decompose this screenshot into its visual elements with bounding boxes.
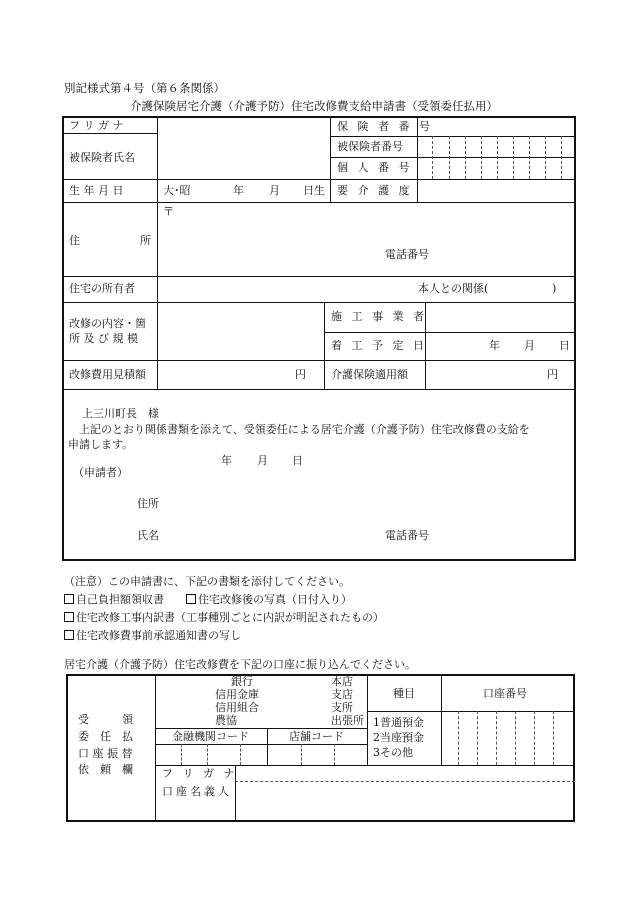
insurer-number-label: 保 険 者 番 号 xyxy=(337,120,433,133)
address-label-2: 所 xyxy=(140,234,151,247)
repair-content-label-2: 所 及 び 規 模 xyxy=(69,332,138,345)
inst-type-bank: 銀行 xyxy=(231,675,253,688)
branch-type-outlet: 出張所 xyxy=(331,714,364,727)
deposit-type-2: 2当座預金 xyxy=(373,731,424,744)
dob-day: 日生 xyxy=(303,184,325,197)
branch-code-label: 店舗コード xyxy=(289,730,344,743)
furigana-label: フ リ ガ ナ xyxy=(69,119,124,132)
form-reference: 別記様式第４号（第６条関係） xyxy=(64,81,225,95)
checkbox-icon xyxy=(186,594,196,604)
applicant-name-label: 氏名 xyxy=(137,529,159,542)
dob-label: 生 年 月 日 xyxy=(69,184,124,197)
note-approval: 住宅改修費事前承認通知書の写し xyxy=(64,630,241,641)
deposit-type-1: 1普通預金 xyxy=(373,716,424,729)
start-year: 年 xyxy=(489,339,500,352)
bank-side-label-2: 委 任 払 xyxy=(78,730,133,743)
address-label: 住 xyxy=(69,234,80,247)
addressee: 上三川町長 様 xyxy=(82,407,159,420)
insured-number-label: 被保険者番号 xyxy=(337,140,403,153)
branch-type-branch: 支店 xyxy=(331,688,353,701)
checkbox-icon xyxy=(64,594,74,604)
bank-side-label-1: 受 領 xyxy=(78,713,133,726)
request-text-2: 申請します。 xyxy=(68,438,134,451)
bank-side-label-4: 依 頼 欄 xyxy=(78,763,133,776)
applicant-label: （申請者） xyxy=(73,466,128,479)
branch-type-office: 支所 xyxy=(331,701,353,714)
address-phone-label: 電話番号 xyxy=(385,248,429,261)
dob-era: 大･昭 xyxy=(163,184,191,197)
personal-number-label: 個 人 番 号 xyxy=(337,161,413,174)
note-breakdown: 住宅改修工事内訳書（工事種別ごとに内訳が明記されたもの） xyxy=(64,612,384,623)
inst-type-shinkin: 信用金庫 xyxy=(215,688,259,701)
sign-year: 年 xyxy=(221,454,232,467)
account-number-label: 口座番号 xyxy=(483,687,527,700)
postal-mark: 〒 xyxy=(163,205,174,218)
form-title: 介護保険居宅介護（介護予防）住宅改修費支給申請書（受領委任払用） xyxy=(130,99,498,113)
inst-type-nokyo: 農協 xyxy=(215,714,237,727)
note-receipt: 自己負担額領収書 xyxy=(64,594,164,605)
bank-side-label-3: 口 座 振 替 xyxy=(78,747,133,760)
insured-name-label: 被保険者氏名 xyxy=(69,151,135,164)
applicant-address-label: 住所 xyxy=(137,497,159,510)
relation-close: ) xyxy=(552,282,557,295)
inst-code-label: 金融機関コード xyxy=(172,730,249,743)
holder-name-label: 口座名義人 xyxy=(162,785,232,798)
care-level-label: 要 介 護 度 xyxy=(337,184,413,197)
insurance-amount-label: 介護保険適用額 xyxy=(331,368,408,381)
estimate-yen: 円 xyxy=(295,368,306,381)
start-date-label: 着 工 予 定 日 xyxy=(331,339,427,352)
repair-content-label: 改修の内容・箇 xyxy=(69,317,146,330)
account-type-label: 種目 xyxy=(393,687,415,700)
checkbox-icon xyxy=(64,612,74,622)
note-photo: 住宅改修後の写真（日付入り） xyxy=(186,594,352,605)
relation-label: 本人との関係( xyxy=(418,282,489,295)
start-month: 月 xyxy=(524,339,535,352)
applicant-phone-label: 電話番号 xyxy=(385,529,429,542)
insurance-yen: 円 xyxy=(547,368,558,381)
owner-label: 住宅の所有者 xyxy=(69,282,135,295)
bank-intro: 居宅介護（介護予防）住宅改修費を下記の口座に振り込んでください。 xyxy=(64,658,416,671)
inst-type-kumiai: 信用組合 xyxy=(215,701,259,714)
start-day: 日 xyxy=(559,339,570,352)
contractor-label: 施 工 事 業 者 xyxy=(331,310,427,323)
checkbox-icon xyxy=(64,630,74,640)
branch-type-main: 本店 xyxy=(331,675,353,688)
notes-intro: （注意）この申請書に、下記の書類を添付してください。 xyxy=(64,575,350,588)
sign-month: 月 xyxy=(257,454,268,467)
holder-furigana-label: フ リ ガ ナ xyxy=(162,767,238,780)
deposit-type-3: 3その他 xyxy=(373,746,413,759)
dob-year: 年 xyxy=(233,184,244,197)
request-text-1: 上記のとおり関係書類を添えて、受領委任による居宅介護（介護予防）住宅改修費の支給を xyxy=(79,423,530,436)
sign-day: 日 xyxy=(292,454,303,467)
dob-month: 月 xyxy=(269,184,280,197)
estimate-label: 改修費用見積額 xyxy=(69,368,146,381)
